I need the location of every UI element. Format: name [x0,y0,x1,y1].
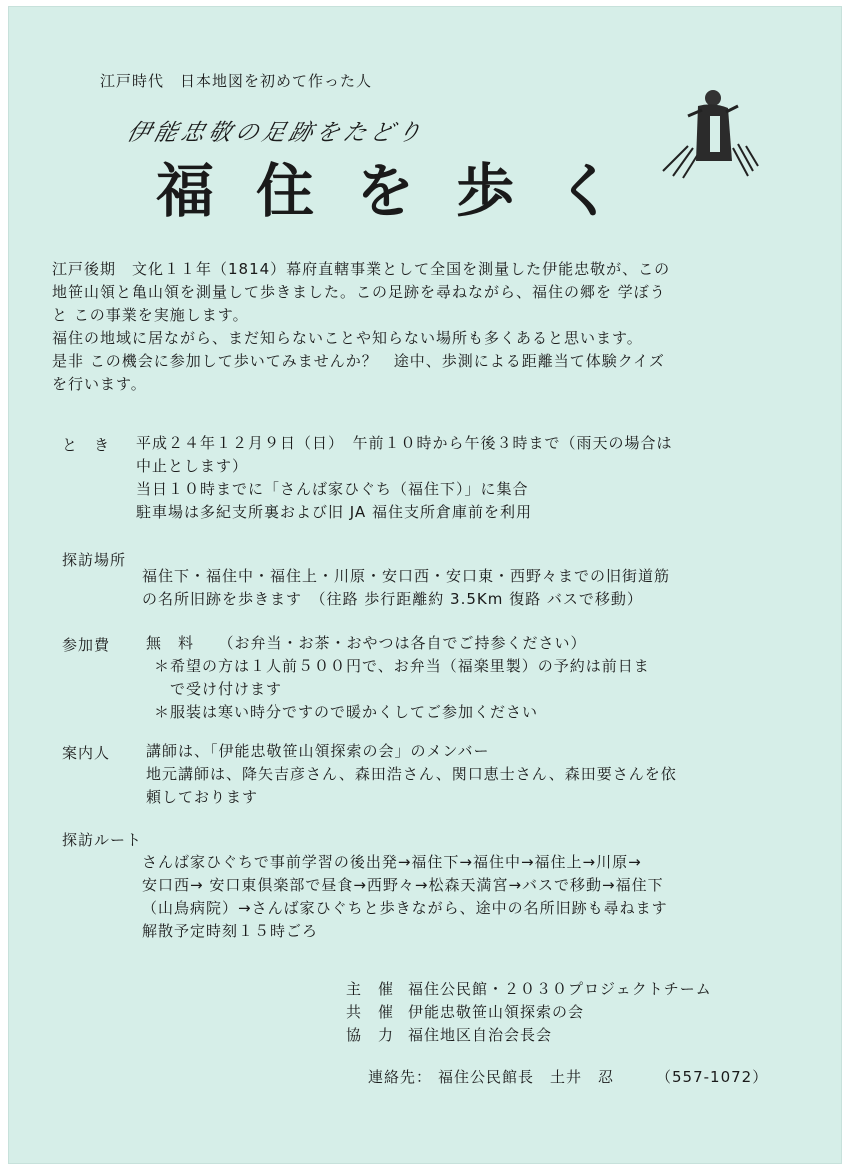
contact-label: 連絡先： [368,1068,433,1086]
intro-line: を行います。 [52,375,147,393]
flyer-page [8,6,842,1164]
catchphrase: 伊能忠敬の足跡をたどり [124,120,428,146]
subtitle: 江戸時代 日本地図を初めて作った人 [100,72,373,90]
cosponsor-name: 伊能忠敬笹山領探索の会 [408,1003,585,1021]
fee-note: ＊服装は寒い時分ですので暖かくしてご参加ください [154,703,539,721]
route-line: さんば家ひぐちで事前学習の後出発→福住下→福住中→福住上→川原→ [142,853,642,871]
route-label: 探訪ルート [62,831,143,849]
organizer-role: 主 催 [346,980,395,998]
guide-line: 地元講師は、降矢吉彦さん、森田浩さん、関口恵士さん、森田要さんを依 [146,765,677,783]
when-line: 当日１０時までに「さんば家ひぐち（福住下）」に集合 [136,480,529,498]
when-line: 駐車場は多紀支所裏および旧 JA 福住支所倉庫前を利用 [136,503,532,521]
cooperation-role: 協 力 [346,1026,395,1044]
guide-label: 案内人 [62,744,111,762]
intro-line: 是非 この機会に参加して歩いてみませんか？ 途中、歩測による距離当て体験クイズ [52,352,665,370]
guide-line: 頼しております [146,788,259,806]
guide-line: 講師は、「伊能忠敬笹山領探索の会」のメンバー [146,742,490,760]
contact-phone: （557-1072） [656,1068,769,1086]
route-line: 安口西→ 安口東倶楽部で昼食→西野々→松森天満宮→バスで移動→福住下 [142,876,664,894]
places-label: 探訪場所 [62,551,127,569]
fee-note: で受け付けます [170,680,283,698]
fee-note: ＊希望の方は１人前５００円で、お弁当（福楽里製）の予約は前日ま [154,657,650,675]
fee-value: 無 料 （お弁当・お茶・おやつは各自でご持参ください） [146,634,587,652]
intro-line: 福住の地域に居ながら、まだ知らないことや知らない場所も多くあると思います。 [52,329,643,347]
route-line: 解散予定時刻１５時ごろ [142,922,319,940]
intro-paragraph [52,258,670,396]
fee-label: 参加費 [62,636,111,654]
when-line: 平成２４年１２月９日（日） 午前１０時から午後３時まで（雨天の場合は [136,434,673,452]
when-label: と き [62,436,111,454]
cooperation-name: 福住地区自治会長会 [408,1026,553,1044]
route-line: （山鳥病院）→さんば家ひぐちと歩きながら、途中の名所旧跡も尋ねます [142,899,668,917]
when-line: 中止とします） [136,457,249,475]
organizer-name: 福住公民館・２０３０プロジェクトチーム [408,980,712,998]
places-line: の名所旧跡を歩きます （往路 歩行距離約 3.5Km 復路 バスで移動） [142,590,643,608]
intro-line: と この事業を実施します。 [52,306,249,324]
surveyor-illustration-icon [658,76,768,186]
places-line: 福住下・福住中・福住上・川原・安口西・安口東・西野々までの旧街道筋 [142,567,671,585]
intro-line: 江戸後期 文化１１年（1814）幕府直轄事業として全国を測量した伊能忠敬が、この [52,260,671,278]
cosponsor-role: 共 催 [346,1003,395,1021]
intro-line: 地笹山領と亀山領を測量して歩きました。この足跡を尋ねながら、福住の郷を 学ぼう [52,283,666,301]
contact-name: 福住公民館長 土井 忍 [438,1068,615,1086]
page-title: 福住を歩く [156,157,657,225]
